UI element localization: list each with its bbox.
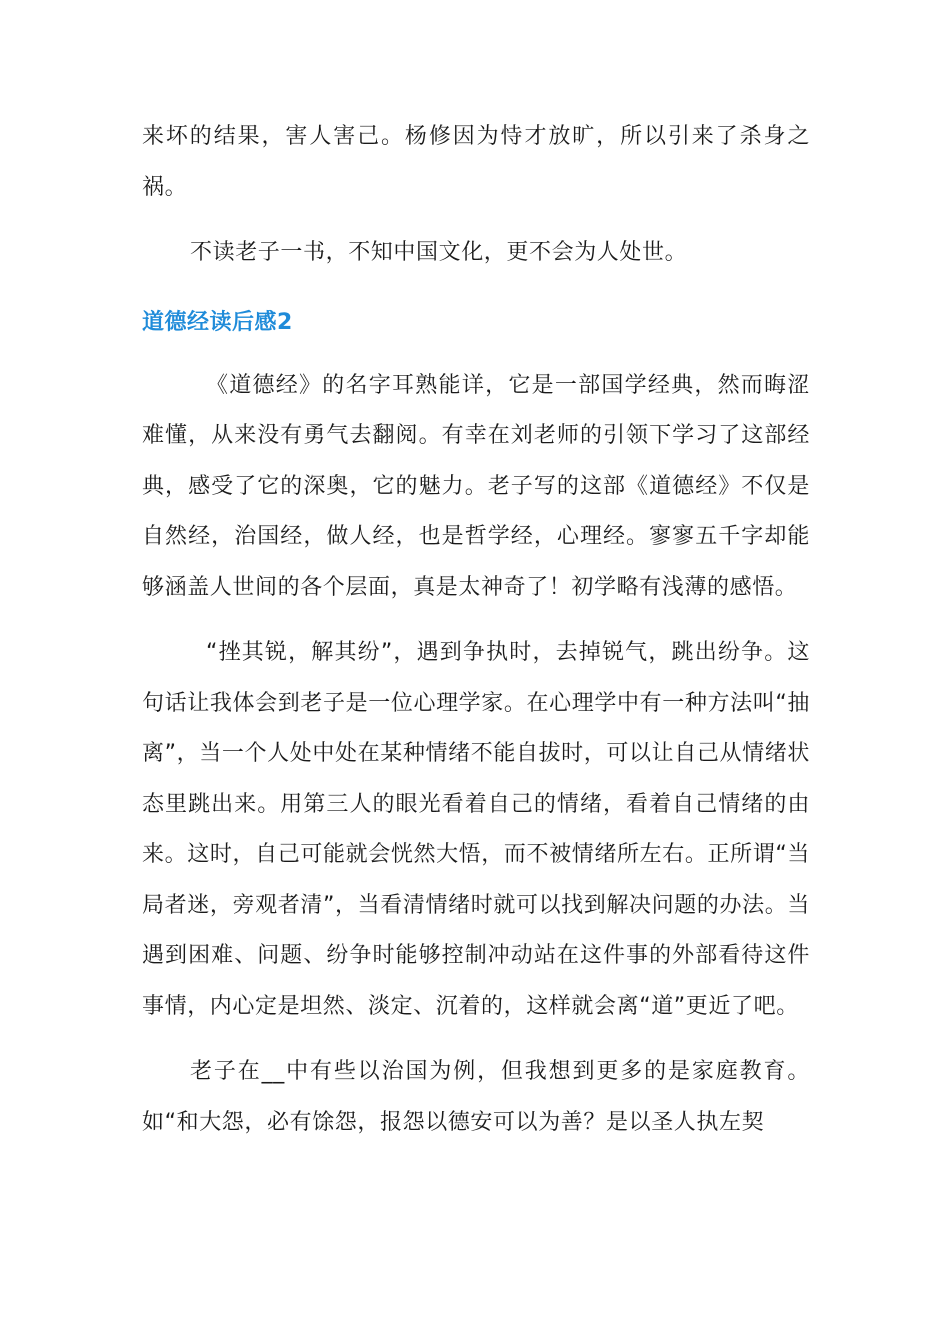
- paragraph-detachment: “挫其锐，解其纷”，遇到争执时，去掉锐气，跳出纷争。这句话让我体会到老子是一位心理学家。在心理学中有一种方法叫“抽离”，当一个人处中处在某种情绪不能自拔时，可以让自己从情绪状态里跳出来。用第三人的眼光看着自己的情绪，看着自己情绪的由来。这时，自己可能就会恍然大悟，而不被情绪所左右。正所谓“当局者迷，旁观者清”，当看清情绪时就可以找到解决问题的办法。当遇到困难、问题、纷争时能够控制冲动站在这件事的外部看待这件事情，内心定是坦然、淡定、沉着的，这样就会离“道”更近了吧。: [142, 640, 810, 1019]
- paragraph-intro-daodejing: 《道德经》的名字耳熟能详，它是一部国学经典，然而晦涩难懂，从来没有勇气去翻阅。有幸在刘老师的引领下学习了这部经典，感受了它的深奥，它的魅力。老子写的这部《道德经》不仅是自然经，治国经，做人经，也是哲学经，心理经。寥寥五千字却能够涵盖人世间的各个层面，真是太神奇了！初学略有浅薄的感悟。: [142, 372, 810, 600]
- document-page: [142, 112, 810, 1148]
- paragraph-continuation: 来坏的结果，害人害己。杨修因为恃才放旷，所以引来了杀身之祸。: [142, 124, 810, 200]
- paragraph-family-education: 老子在__中有些以治国为例，但我想到更多的是家庭教育。如“和大怨，必有馀怨，报怨以德安可以为善？是以圣人执左契: [142, 1059, 810, 1135]
- section-heading: 道德经读后感2: [142, 309, 293, 335]
- paragraph-laozi-culture: 不读老子一书，不知中国文化，更不会为人处世。: [190, 240, 688, 265]
